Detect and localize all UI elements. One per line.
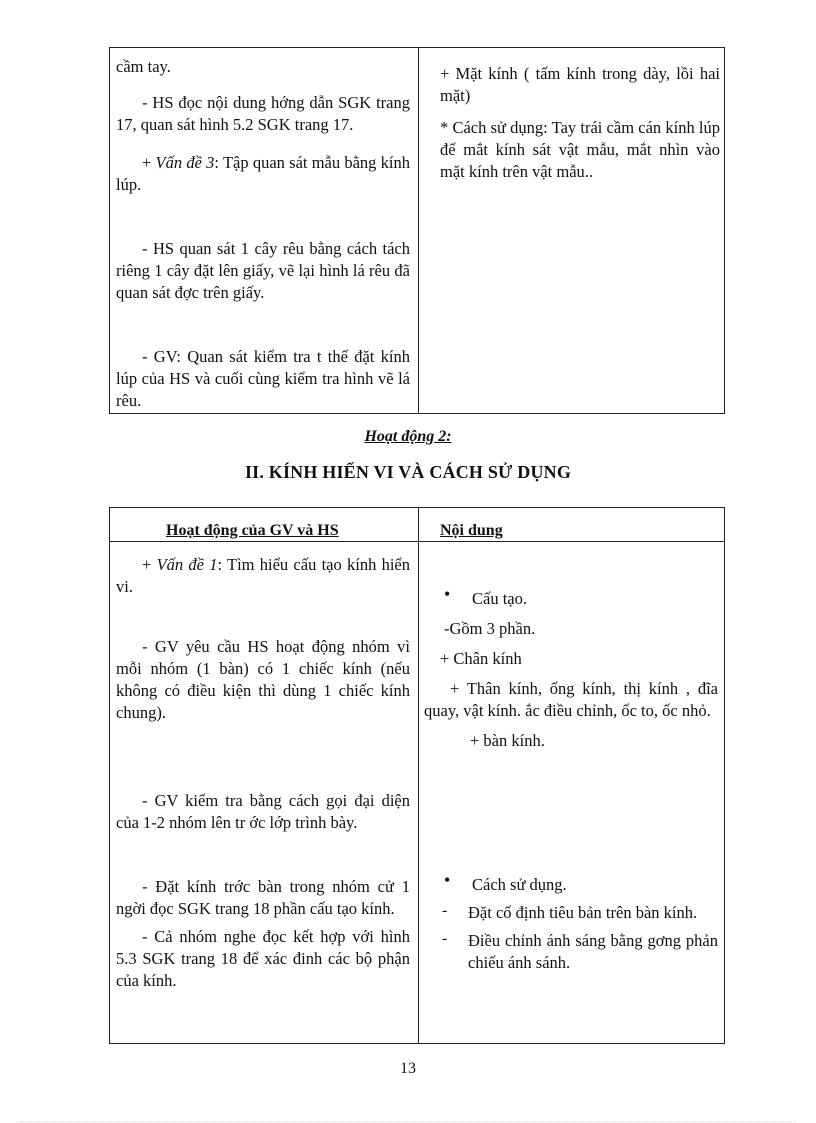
text-rest: : Tập quan sát mẫu bằng kính lúp.	[116, 153, 410, 194]
content-column	[440, 63, 720, 183]
paragraph: -Gồm 3 phần.	[444, 619, 536, 638]
dash-marker: -	[442, 930, 448, 947]
column-divider	[418, 48, 419, 413]
bullet-icon: •	[444, 584, 451, 604]
paragraph: - HS đọc nội dung hớng dẫn SGK trang 17, quan sát hình 5.2 SGK trang 17.	[116, 93, 410, 134]
activity-heading: Hoạt động 2:	[364, 428, 452, 445]
bullet-icon: •	[444, 870, 451, 890]
paragraph	[116, 554, 410, 598]
list-item	[424, 930, 718, 974]
header-rule	[110, 541, 724, 542]
dash-marker: -	[442, 902, 448, 919]
paragraph: + Mặt kính ( tấm kính trong dày, lồi hai mặt)	[440, 64, 720, 105]
microscope-table	[109, 507, 725, 1044]
content-column	[424, 584, 718, 974]
paragraph: + Thân kính, ống kính, thị kính , đĩa quay, vật kính. ắc điều chỉnh, ốc to, ốc nhỏ.	[424, 679, 718, 720]
paragraph	[116, 152, 410, 196]
bottom-rule	[20, 1121, 796, 1122]
dash-text: Điều chỉnh ánh sáng bằng gơng phản chiếu ánh sánh.	[468, 931, 718, 972]
text-prefix: +	[142, 555, 157, 574]
paragraph: cầm tay.	[116, 57, 171, 76]
paragraph: + bàn kính.	[470, 731, 545, 750]
issue-label: Vấn đề 1	[156, 555, 218, 574]
page-number: 13	[400, 1060, 416, 1077]
issue-label: Vấn đề 3	[155, 153, 215, 172]
dash-text: Đặt cố định tiêu bản trên bàn kính.	[468, 903, 698, 922]
list-item	[424, 902, 718, 924]
section-heading: II. KÍNH HIỂN VI VÀ CÁCH SỬ DỤNG	[244, 462, 572, 482]
continuation-table	[109, 47, 725, 414]
paragraph: + Chân kính	[440, 649, 522, 668]
paragraph: - GV: Quan sát kiểm tra t thế đặt kính lúp của HS và cuối cùng kiểm tra hình vẽ lá rêu.	[116, 347, 410, 410]
list-item	[424, 870, 718, 896]
text-prefix: +	[142, 153, 156, 172]
column-header-content: Nội dung	[440, 522, 503, 539]
paragraph: - HS quan sát 1 cây rêu bằng cách tách riêng 1 cây đặt lên giấy, vẽ lại hình lá rêu đã quan sát đợc trên giấy.	[116, 239, 410, 302]
text-rest: : Tìm hiểu cấu tạo kính hiển vi.	[116, 555, 410, 596]
paragraph: - GV yêu cầu HS hoạt động nhóm vì mỗi nhóm (1 bàn) có 1 chiếc kính (nếu không có điều kiện thì dùng 1 chiếc kính chung).	[116, 637, 410, 722]
list-item	[424, 584, 718, 610]
paragraph: - Đặt kính trớc bàn trong nhóm cử 1 ngời đọc SGK trang 18 phần cấu tạo kính.	[116, 877, 410, 918]
column-header-activity: Hoạt động của GV và HS	[166, 522, 339, 539]
paragraph: - GV kiểm tra bằng cách gọi đại diện của 1-2 nhóm lên tr ớc lớp trình bày.	[116, 791, 410, 832]
column-divider	[418, 508, 419, 1043]
paragraph: - Cả nhóm nghe đọc kết hợp với hình 5.3 SGK trang 18 để xác đinh các bộ phận của kính.	[116, 927, 410, 990]
activity-column	[116, 56, 410, 412]
activity-column	[116, 554, 410, 992]
bullet-text: Cấu tạo.	[472, 589, 527, 608]
bullet-text: Cách sử dụng.	[472, 875, 567, 894]
paragraph: * Cách sử dụng: Tay trái cầm cán kính lúp để mắt kính sát vật mẫu, mắt nhìn vào mặt kính trên vật mẫu..	[440, 118, 720, 181]
